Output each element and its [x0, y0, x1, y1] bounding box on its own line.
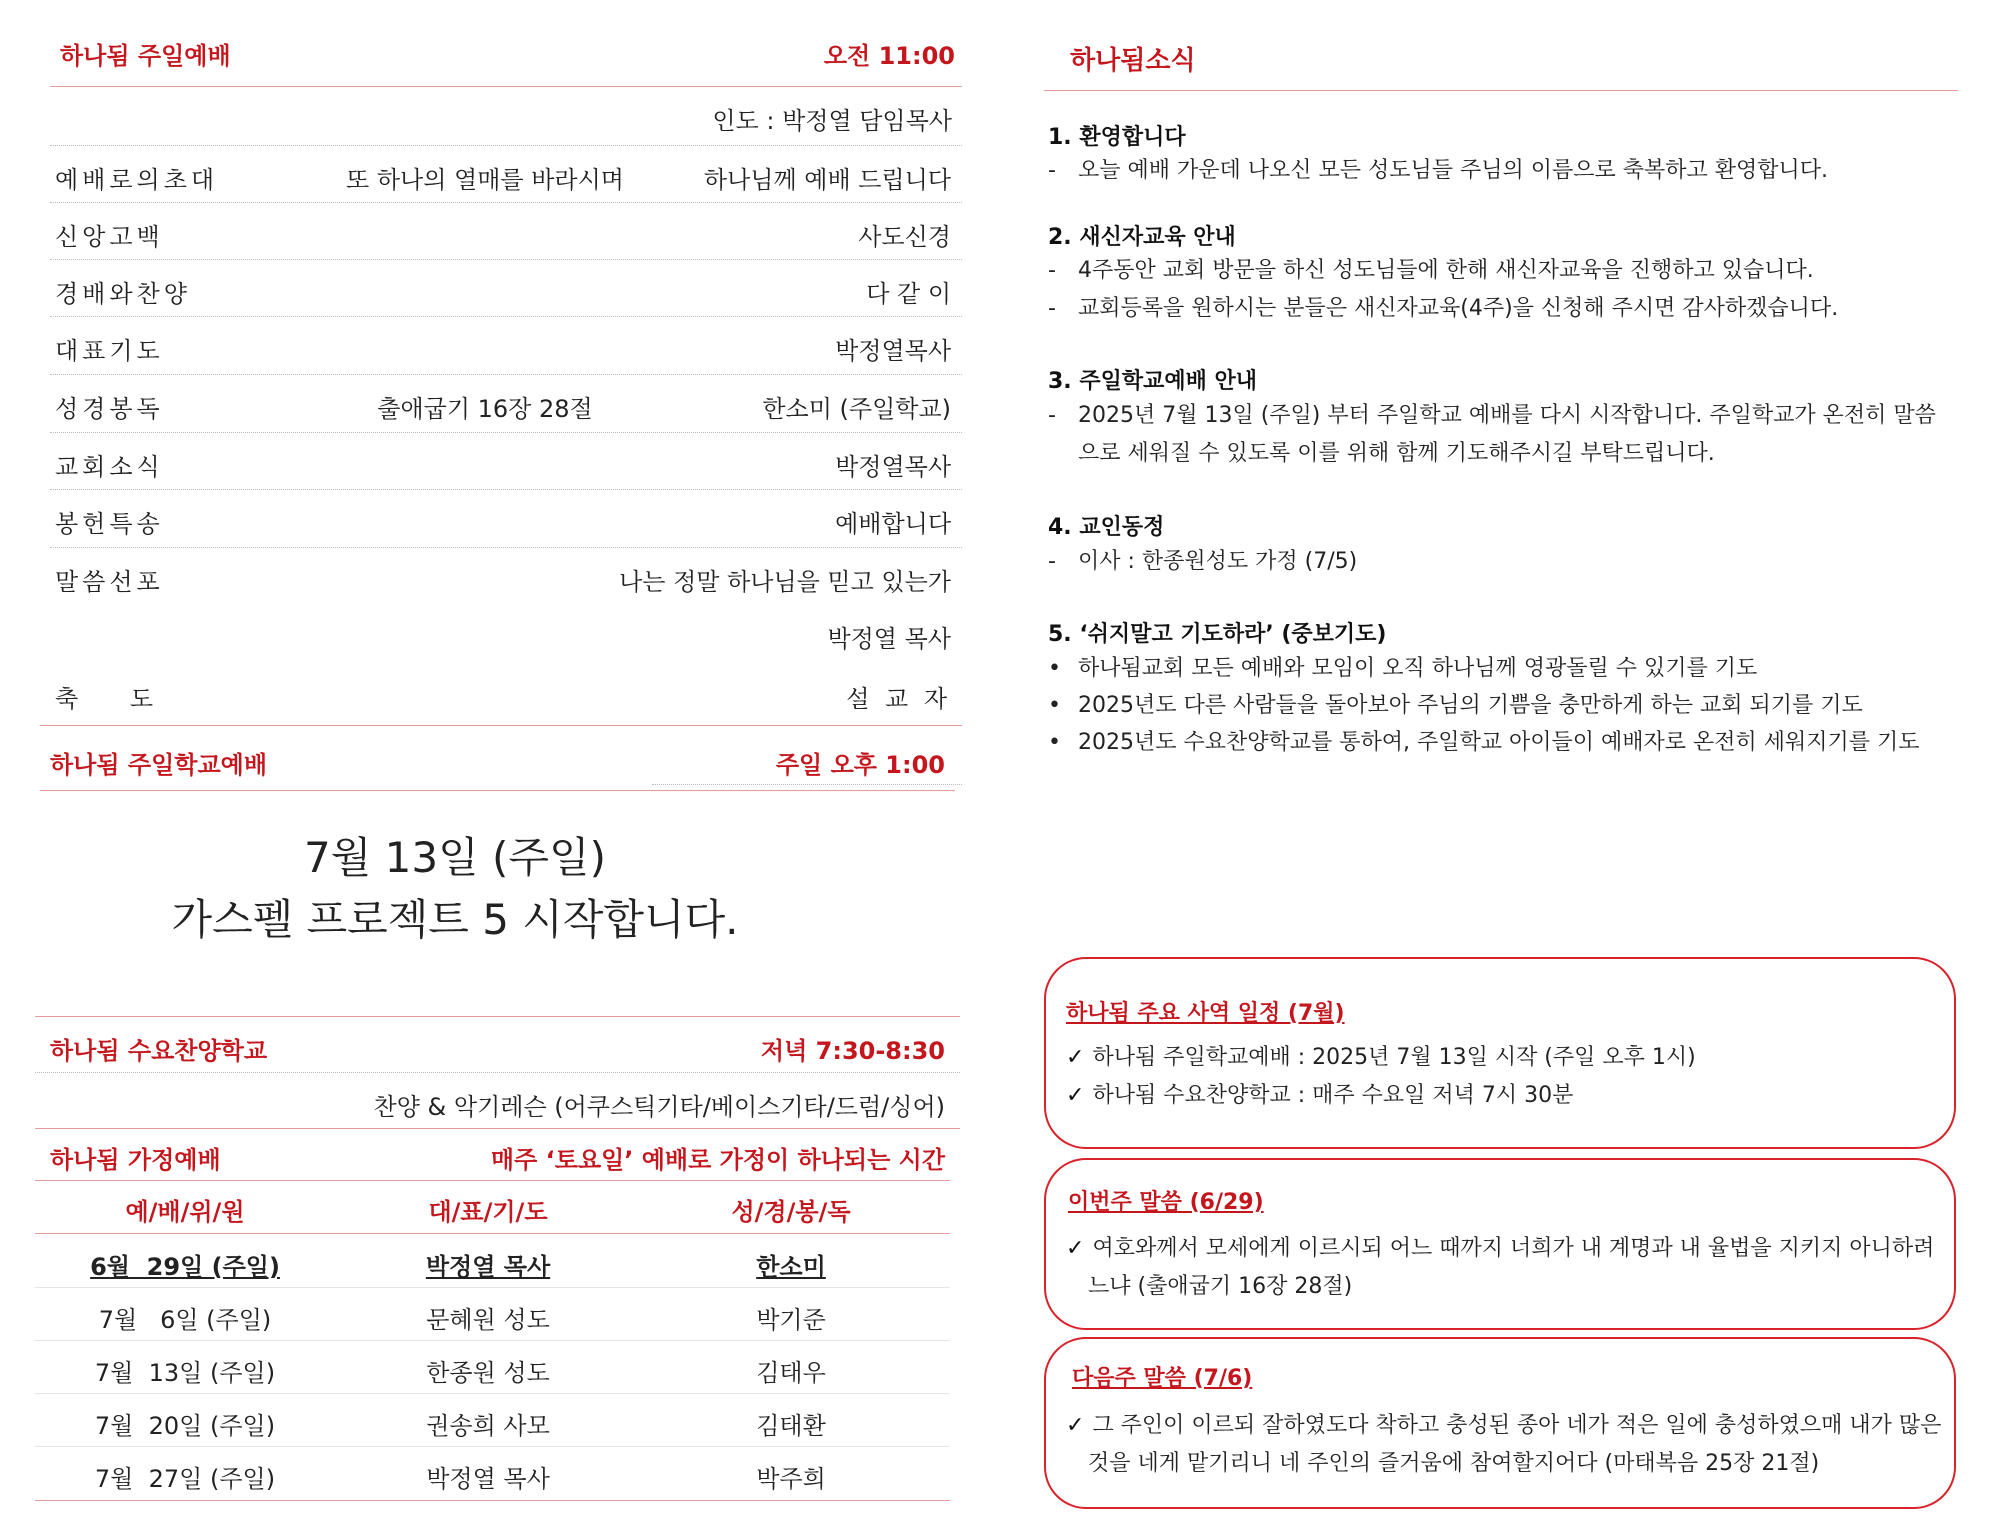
news-item	[1048, 152, 1978, 189]
news-item	[1048, 252, 1978, 289]
order-row	[55, 619, 951, 675]
news-heading: 1. 환영합니다	[1048, 125, 1186, 150]
sunday-service-title: 하나됨 주일예배	[60, 42, 231, 70]
order-part: 신앙고백	[55, 223, 164, 251]
divider	[50, 86, 962, 87]
dash-marker: -	[1048, 296, 1056, 321]
schedule-line-text: 하나됨 주일학교예배 : 2025년 7월 13일 시작 (주일 오후 1시)	[1092, 1045, 1696, 1070]
order-part: 성경봉독	[55, 395, 164, 423]
order-row	[55, 274, 951, 330]
table-cell: 7월 27일 (주일)	[94, 1465, 276, 1493]
order-part: 대표기도	[55, 337, 164, 365]
news-item-text: 4주동안 교회 방문을 하신 성도님들에 한해 새신자교육을 진행하고 있습니다.	[1078, 258, 1814, 283]
news-item	[1048, 687, 1978, 724]
verse-text: 것을 네게 맡기리니 네 주인의 즐거움에 참여할지어다 (마태복음 25장 21절)	[1088, 1451, 1820, 1476]
news-item	[1048, 397, 1978, 434]
table-cell: 박정열 목사	[425, 1253, 551, 1281]
news-item-text: 2025년도 다른 사람들을 돌아보아 주님의 기쁨을 충만하게 하는 교회 되기를 기도	[1078, 693, 1863, 718]
order-part: 축 도	[55, 685, 153, 713]
table-header: 성/경/봉/독	[731, 1198, 851, 1226]
next-week-verse-title: 다음주 말씀 (7/6)	[1072, 1366, 1253, 1391]
table-cell: 6월 29일 (주일)	[90, 1253, 280, 1281]
divider	[50, 374, 962, 375]
order-content: 또 하나의 열매를 바라시며	[346, 166, 624, 194]
table-cell: 권송희 사모	[426, 1412, 550, 1440]
verse-line	[1066, 1407, 1941, 1444]
divider	[40, 790, 955, 791]
order-person: 설 교 자	[846, 685, 951, 713]
table-cell: 문혜원 성도	[426, 1306, 550, 1334]
divider	[35, 1128, 960, 1129]
news-item	[1048, 290, 1978, 327]
table-row	[35, 1406, 945, 1459]
divider	[35, 1446, 950, 1447]
table-cell: 박주희	[756, 1465, 826, 1493]
order-row	[55, 160, 951, 216]
table-cell: 한종원 성도	[426, 1359, 550, 1387]
order-part: 경배와찬양	[55, 280, 191, 308]
table-cell: 7월 6일 (주일)	[98, 1306, 272, 1334]
this-week-verse-box	[1044, 1158, 1956, 1330]
order-person: 다 같 이	[866, 280, 951, 308]
news-heading: 2. 새신자교육 안내	[1048, 225, 1236, 250]
news-item-text: 이사 : 한종원성도 가정 (7/5)	[1078, 549, 1358, 574]
news-item	[1048, 543, 1978, 580]
bullet-marker: •	[1048, 693, 1061, 718]
table-cell: 박기준	[756, 1306, 826, 1334]
table-cell: 김태환	[756, 1412, 826, 1440]
table-cell: 박정열 목사	[426, 1465, 550, 1493]
school-service-time: 주일 오후 1:00	[775, 751, 945, 779]
table-header: 대/표/기/도	[428, 1198, 548, 1226]
dash-marker: -	[1048, 549, 1056, 574]
table-row	[35, 1353, 945, 1406]
order-part: 봉헌특송	[55, 510, 164, 538]
divider	[35, 1233, 950, 1234]
school-service-title: 하나됨 주일학교예배	[50, 751, 268, 779]
order-row	[55, 389, 951, 445]
schedule-line	[1066, 1039, 1696, 1076]
worship-leader: 인도 : 박정열 담임목사	[712, 107, 952, 135]
schedule-box-title: 하나됨 주요 사역 일정 (7월)	[1066, 1001, 1345, 1026]
divider	[50, 489, 962, 490]
order-person: 하나님께 예배 드립니다	[703, 166, 951, 194]
order-person: 박정열목사	[835, 453, 951, 481]
table-row	[35, 1300, 945, 1353]
order-part: 말씀선포	[55, 568, 164, 596]
order-person: 사도신경	[858, 223, 951, 251]
divider	[50, 145, 962, 146]
divider	[50, 202, 962, 203]
news-item-text: 2025년 7월 13일 (주일) 부터 주일학교 예배를 다시 시작합니다. 주일학교가 온전히 말씀	[1078, 403, 1936, 428]
divider	[35, 1500, 950, 1501]
order-row	[55, 447, 951, 503]
order-content: 출애굽기 16장 28절	[377, 395, 593, 423]
verse-text: 여호와께서 모세에게 이르시되 어느 때까지 너희가 내 계명과 내 율법을 지키지 아니하려	[1092, 1236, 1935, 1261]
divider	[35, 1180, 950, 1181]
verse-text: 느냐 (출애굽기 16장 28절)	[1088, 1274, 1353, 1299]
check-icon: ✓	[1066, 1083, 1085, 1108]
schedule-line-text: 하나됨 수요찬양학교 : 매주 수요일 저녁 7시 30분	[1092, 1083, 1574, 1108]
table-row	[35, 1459, 945, 1512]
table-header: 예/배/위/원	[125, 1198, 245, 1226]
table-cell: 7월 20일 (주일)	[94, 1412, 276, 1440]
order-person: 나는 정말 하나님을 믿고 있는가	[619, 568, 951, 596]
schedule-box	[1044, 957, 1956, 1149]
check-icon: ✓	[1066, 1236, 1085, 1261]
order-row	[55, 562, 951, 618]
divider	[35, 1393, 950, 1394]
order-person: 예배합니다	[835, 510, 951, 538]
family-worship-desc: 매주 ‘토요일’ 예배로 가정이 하나되는 시간	[490, 1146, 945, 1174]
check-icon: ✓	[1066, 1413, 1085, 1438]
divider	[1044, 90, 1958, 91]
news-item	[1048, 650, 1978, 687]
divider	[35, 1340, 950, 1341]
dash-marker: -	[1048, 258, 1056, 283]
verse-line	[1066, 1230, 1934, 1267]
this-week-verse-title: 이번주 말씀 (6/29)	[1068, 1190, 1264, 1215]
family-worship-title: 하나됨 가정예배	[50, 1146, 221, 1174]
news-title: 하나됨소식	[1070, 46, 1196, 76]
table-cell: 7월 13일 (주일)	[94, 1359, 276, 1387]
divider	[35, 1072, 960, 1073]
divider	[50, 259, 962, 260]
schedule-line	[1066, 1077, 1573, 1114]
news-item	[1048, 435, 1978, 472]
wednesday-school-time: 저녁 7:30-8:30	[760, 1037, 945, 1065]
bullet-marker: •	[1048, 656, 1061, 681]
news-item-text: 으로 세워질 수 있도록 이를 위해 함께 기도해주시길 부탁드립니다.	[1078, 441, 1715, 466]
divider	[652, 784, 962, 785]
order-person: 한소미 (주일학교)	[762, 395, 951, 423]
news-item	[1048, 724, 1978, 761]
divider	[50, 432, 962, 433]
check-icon: ✓	[1066, 1045, 1085, 1070]
dash-marker: -	[1048, 403, 1056, 428]
bullet-marker: •	[1048, 730, 1061, 755]
order-person: 박정열 목사	[827, 625, 951, 653]
divider	[40, 725, 962, 726]
news-heading: 3. 주일학교예배 안내	[1048, 369, 1257, 394]
news-item-text: 교회등록을 원하시는 분들은 새신자교육(4주)을 신청해 주시면 감사하겠습니다.	[1078, 296, 1839, 321]
verse-line	[1088, 1268, 1352, 1305]
order-row	[55, 504, 951, 560]
order-row	[55, 331, 951, 387]
order-part: 예배로의초대	[55, 166, 219, 194]
wednesday-school-title: 하나됨 수요찬양학교	[50, 1037, 268, 1065]
divider	[35, 1016, 960, 1017]
news-heading: 4. 교인동정	[1048, 515, 1165, 540]
table-row	[35, 1247, 945, 1300]
sunday-service-time: 오전 11:00	[823, 42, 955, 70]
gospel-notice-date: 7월 13일 (주일)	[304, 833, 606, 882]
dash-marker: -	[1048, 158, 1056, 183]
divider	[50, 547, 962, 548]
next-week-verse-box	[1044, 1337, 1956, 1509]
divider	[50, 316, 962, 317]
order-row	[55, 679, 951, 735]
gospel-notice-text: 가스펠 프로젝트 5 시작합니다.	[171, 895, 739, 944]
verse-text: 그 주인이 이르되 잘하였도다 착하고 충성된 종아 네가 적은 일에 충성하였으매 내가 많은	[1092, 1413, 1942, 1438]
verse-line	[1088, 1445, 1819, 1482]
order-part: 교회소식	[55, 453, 164, 481]
wednesday-school-desc: 찬양 & 악기레슨 (어쿠스틱기타/베이스기타/드럼/싱어)	[373, 1093, 945, 1121]
order-row	[55, 217, 951, 273]
news-item-text: 오늘 예배 가운데 나오신 모든 성도님들 주님의 이름으로 축복하고 환영합니다.	[1078, 158, 1828, 183]
news-item-text: 하나됨교회 모든 예배와 모임이 오직 하나님께 영광돌릴 수 있기를 기도	[1078, 656, 1758, 681]
order-person: 박정열목사	[835, 337, 951, 365]
news-heading: 5. ‘쉬지말고 기도하라’ (중보기도)	[1048, 622, 1387, 647]
table-cell: 한소미	[756, 1253, 826, 1281]
table-cell: 김태우	[756, 1359, 826, 1387]
divider	[35, 1287, 950, 1288]
news-item-text: 2025년도 수요찬양학교를 통하여, 주일학교 아이들이 예배자로 온전히 세워지기를 기도	[1078, 730, 1920, 755]
